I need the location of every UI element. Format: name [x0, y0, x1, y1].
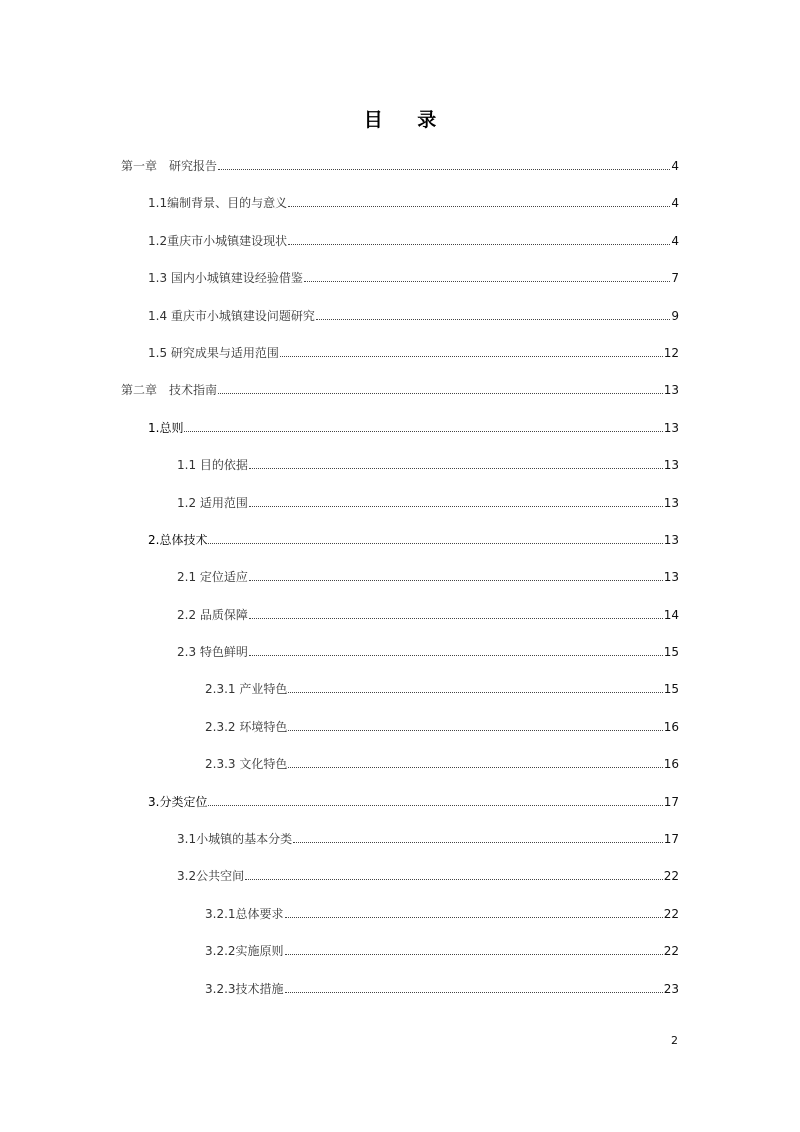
- dot-leader: [280, 344, 663, 357]
- toc-entry-page: 22: [663, 944, 679, 959]
- dot-leader: [293, 830, 663, 843]
- toc-entry-page: 9: [671, 308, 679, 323]
- toc-entry-label: 2.1 定位适应: [177, 570, 248, 585]
- toc-entry-page: 17: [663, 832, 679, 847]
- dot-leader: [249, 568, 663, 581]
- toc-title: 目 录: [363, 109, 451, 131]
- toc-entry-label: 1.2 适用范围: [177, 495, 248, 510]
- dot-leader: [304, 269, 670, 282]
- dot-leader: [218, 157, 670, 170]
- toc-entry[interactable]: [121, 680, 679, 717]
- toc-entry-label: 3.分类定位: [148, 794, 208, 809]
- toc-entry-label: 2.3.3 文化特色: [205, 757, 288, 772]
- toc-entry[interactable]: [121, 456, 679, 493]
- toc-entry[interactable]: [121, 269, 679, 306]
- toc-entry-page: 16: [663, 757, 679, 772]
- toc-entry-label: 3.2.2实施原则: [205, 944, 284, 959]
- toc-entry[interactable]: [121, 531, 679, 568]
- toc-entry[interactable]: [121, 194, 679, 231]
- dot-leader: [218, 381, 663, 394]
- toc-entry-page: 13: [663, 420, 679, 435]
- toc-entry[interactable]: [121, 755, 679, 792]
- toc-entry[interactable]: [121, 643, 679, 680]
- toc-entry-label: 第二章 技术指南: [121, 383, 218, 398]
- toc-entry-page: 13: [663, 383, 679, 398]
- toc-entry-page: 22: [663, 906, 679, 921]
- toc-entry[interactable]: [121, 867, 679, 904]
- toc-entry-label: 3.2公共空间: [177, 869, 245, 884]
- toc-entry[interactable]: [121, 419, 679, 456]
- toc-entry[interactable]: [121, 905, 679, 942]
- toc-entry-page: 4: [671, 159, 679, 173]
- toc-entry[interactable]: [121, 980, 679, 1017]
- toc-entry-label: 2.3.1 产业特色: [205, 682, 288, 697]
- toc-entry[interactable]: [121, 942, 679, 979]
- toc-entry[interactable]: [121, 232, 679, 269]
- dot-leader: [288, 755, 662, 768]
- toc-entry-page: 16: [663, 719, 679, 734]
- toc-entry-page: 15: [663, 682, 679, 697]
- dot-leader: [184, 419, 662, 432]
- dot-leader: [208, 793, 662, 806]
- dot-leader: [245, 867, 663, 880]
- toc-entry-page: 13: [663, 458, 679, 473]
- toc-entry[interactable]: [121, 307, 679, 344]
- dot-leader: [249, 456, 663, 469]
- toc-entry[interactable]: [121, 606, 679, 643]
- toc-entry[interactable]: [121, 381, 679, 418]
- toc-entry-page: 14: [663, 607, 679, 622]
- dot-leader: [249, 606, 663, 619]
- toc-entry-label: 3.2.3技术措施: [205, 981, 284, 996]
- toc-entry-page: 4: [671, 196, 679, 211]
- dot-leader: [249, 494, 663, 507]
- dot-leader: [249, 643, 663, 656]
- dot-leader: [316, 307, 670, 320]
- toc-entry-page: 23: [663, 981, 679, 996]
- toc-entry-page: 7: [671, 271, 679, 286]
- toc-entry-page: 13: [663, 532, 679, 547]
- toc-entry-page: 12: [663, 345, 679, 360]
- toc-entry-label: 3.1小城镇的基本分类: [177, 832, 293, 847]
- toc-entry-page: 4: [671, 233, 679, 248]
- table-of-contents: [121, 157, 679, 1017]
- toc-entry[interactable]: [121, 344, 679, 381]
- dot-leader: [288, 680, 662, 693]
- toc-entry[interactable]: [121, 494, 679, 531]
- toc-entry[interactable]: [121, 718, 679, 755]
- toc-entry[interactable]: [121, 157, 679, 194]
- toc-entry-page: 13: [663, 495, 679, 510]
- toc-entry-label: 2.3 特色鲜明: [177, 645, 248, 660]
- toc-entry-label: 1.5 研究成果与适用范围: [148, 345, 279, 360]
- dot-leader: [285, 980, 663, 993]
- toc-entry-label: 1.2重庆市小城镇建设现状: [148, 233, 288, 248]
- toc-entry-label: 3.2.1总体要求: [205, 906, 284, 921]
- dot-leader: [288, 194, 670, 207]
- toc-entry-page: 15: [663, 645, 679, 660]
- dot-leader: [208, 531, 662, 544]
- toc-entry-page: 17: [663, 794, 679, 809]
- toc-entry-label: 1.3 国内小城镇建设经验借鉴: [148, 271, 303, 286]
- toc-entry[interactable]: [121, 830, 679, 867]
- toc-entry-label: 1.1 目的依据: [177, 458, 248, 473]
- toc-entry-label: 1.1编制背景、目的与意义: [148, 196, 288, 211]
- toc-entry-label: 2.总体技术: [148, 532, 208, 547]
- toc-entry-page: 13: [663, 570, 679, 585]
- toc-entry-label: 1.4 重庆市小城镇建设问题研究: [148, 308, 315, 323]
- toc-entry-label: 1.总则: [148, 420, 184, 435]
- toc-entry-label: 第一章 研究报告: [121, 159, 218, 173]
- toc-entry[interactable]: [121, 568, 679, 605]
- toc-entry[interactable]: [121, 793, 679, 830]
- page-number: 2: [671, 1034, 678, 1047]
- toc-entry-label: 2.3.2 环境特色: [205, 719, 288, 734]
- toc-entry-page: 22: [663, 869, 679, 884]
- dot-leader: [285, 905, 663, 918]
- dot-leader: [285, 942, 663, 955]
- dot-leader: [288, 232, 670, 245]
- dot-leader: [288, 718, 662, 731]
- toc-entry-label: 2.2 品质保障: [177, 607, 248, 622]
